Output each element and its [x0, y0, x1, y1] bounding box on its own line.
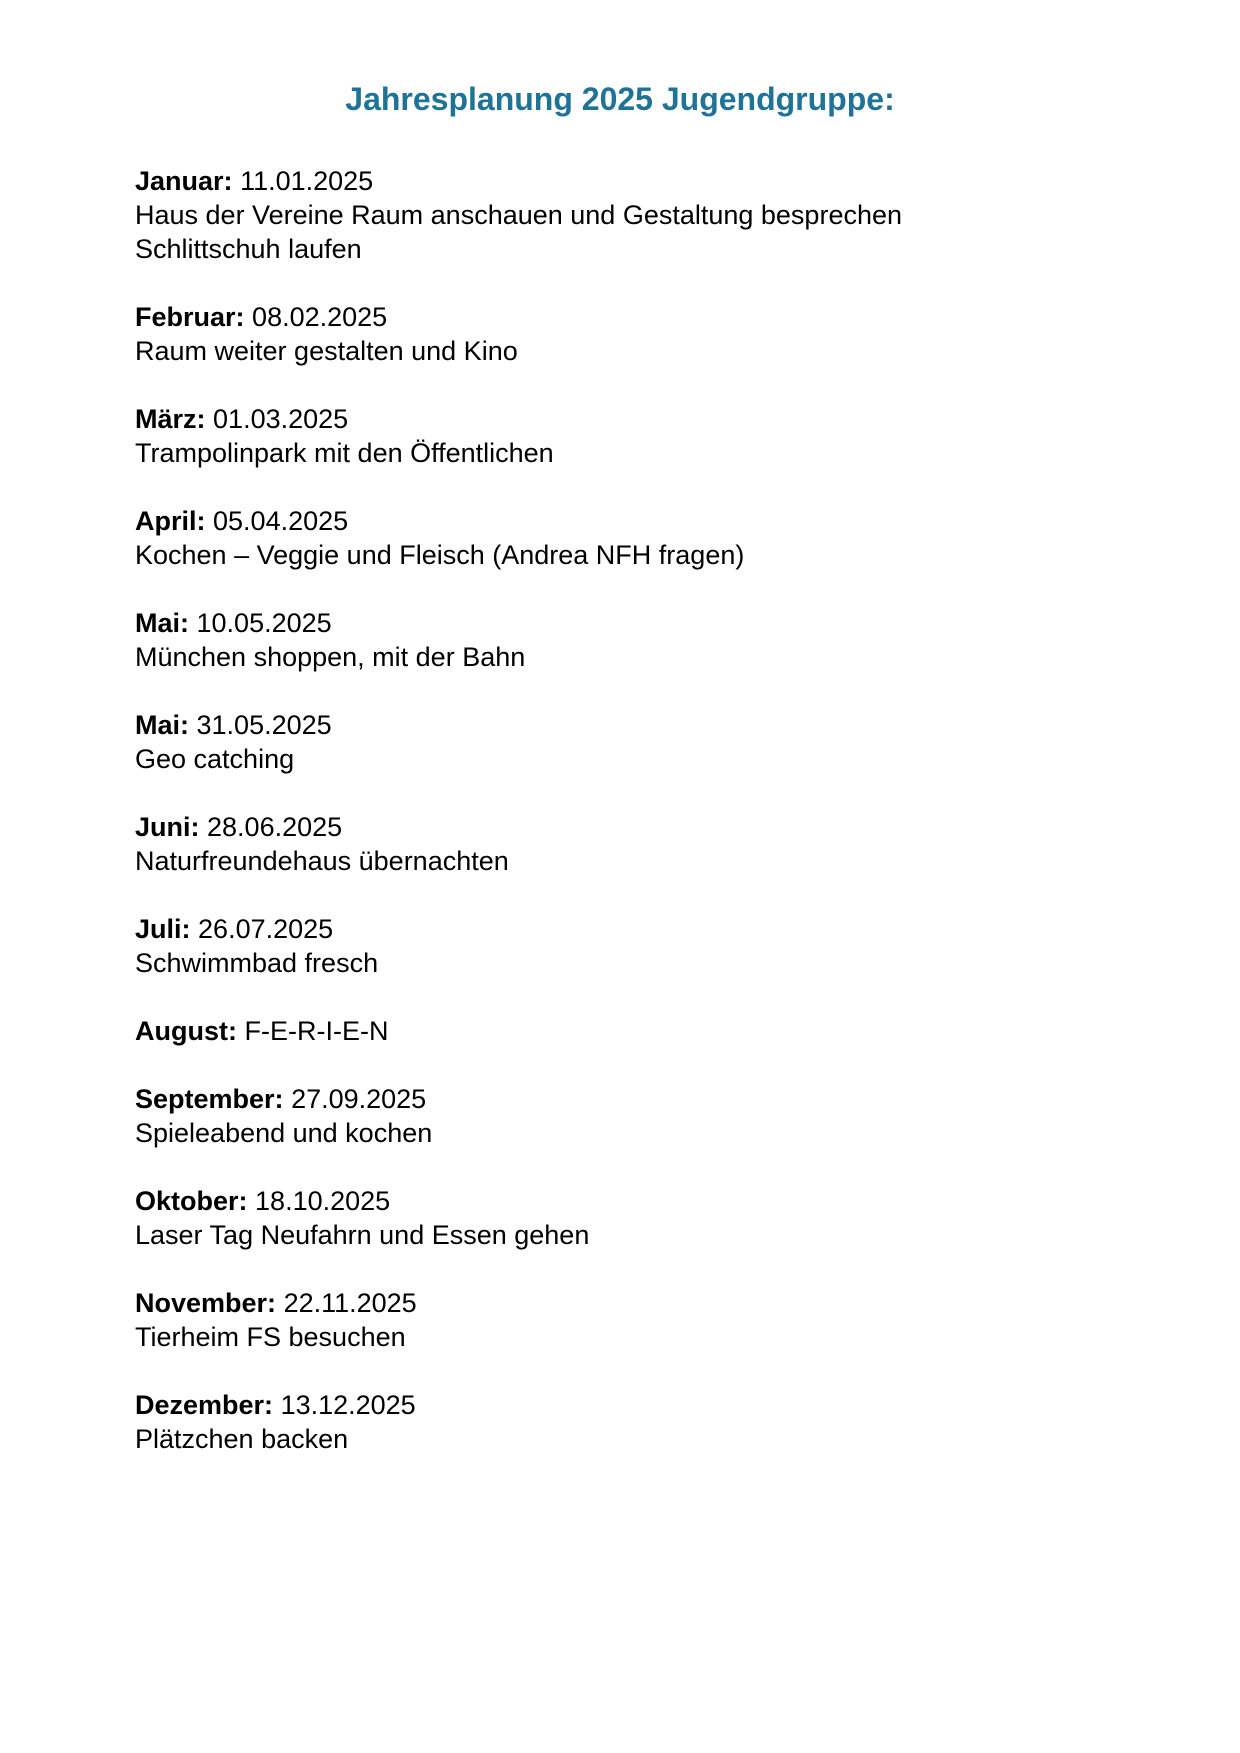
- entry-date: 31.05.2025: [196, 710, 332, 740]
- entry-heading: [135, 1184, 1105, 1218]
- activity-line: Schlittschuh laufen: [135, 234, 362, 264]
- activity-line: Geo catching: [135, 744, 295, 774]
- entry-date: 13.12.2025: [280, 1390, 416, 1420]
- schedule-entry: [135, 708, 1105, 776]
- activity-line: Schwimmbad fresch: [135, 948, 379, 978]
- schedule-entry: [135, 606, 1105, 674]
- schedule-entry: [135, 1082, 1105, 1150]
- entry-heading: [135, 1388, 1105, 1422]
- activity-line: Plätzchen backen: [135, 1424, 349, 1454]
- month-label: März:: [135, 404, 206, 434]
- month-label: September:: [135, 1084, 284, 1114]
- activity-line: Spieleabend und kochen: [135, 1118, 433, 1148]
- entry-date: 11.01.2025: [240, 166, 374, 196]
- month-label: Juli:: [135, 914, 191, 944]
- activity-line: Kochen – Veggie und Fleisch (Andrea NFH fragen): [135, 540, 745, 570]
- entry-date: 26.07.2025: [198, 914, 334, 944]
- month-label: Juni:: [135, 812, 200, 842]
- month-label: Januar:: [135, 166, 233, 196]
- schedule-entry: [135, 1184, 1105, 1252]
- month-label: August:: [135, 1016, 237, 1046]
- entry-heading: [135, 300, 1105, 334]
- schedule-list: [135, 164, 1105, 1456]
- entry-date: 22.11.2025: [283, 1288, 417, 1318]
- entry-heading: [135, 606, 1105, 640]
- entry-heading: [135, 708, 1105, 742]
- entry-date: 18.10.2025: [255, 1186, 391, 1216]
- entry-heading: [135, 402, 1105, 436]
- entry-date: 08.02.2025: [252, 302, 388, 332]
- entry-date: 10.05.2025: [196, 608, 332, 638]
- activity-line: München shoppen, mit der Bahn: [135, 642, 526, 672]
- schedule-entry: [135, 1286, 1105, 1354]
- activity-line: Tierheim FS besuchen: [135, 1322, 406, 1352]
- month-label: Februar:: [135, 302, 245, 332]
- schedule-entry: [135, 300, 1105, 368]
- entry-date: 01.03.2025: [213, 404, 349, 434]
- schedule-entry: [135, 810, 1105, 878]
- month-label: Mai:: [135, 710, 189, 740]
- entry-date: 27.09.2025: [291, 1084, 427, 1114]
- entry-heading: [135, 1082, 1105, 1116]
- entry-date: 05.04.2025: [213, 506, 349, 536]
- entry-heading: [135, 164, 1105, 198]
- schedule-entry: [135, 402, 1105, 470]
- page-title: Jahresplanung 2025 Jugendgruppe:: [345, 81, 895, 117]
- activity-line: Raum weiter gestalten und Kino: [135, 336, 518, 366]
- entry-date: F-E-R-I-E-N: [244, 1016, 389, 1046]
- entry-heading: [135, 912, 1105, 946]
- activity-line: Haus der Vereine Raum anschauen und Gestaltung besprechen: [135, 200, 903, 230]
- entry-heading: [135, 1014, 1105, 1048]
- month-label: April:: [135, 506, 206, 536]
- entry-heading: [135, 1286, 1105, 1320]
- activity-line: Laser Tag Neufahrn und Essen gehen: [135, 1220, 590, 1250]
- schedule-entry: [135, 1388, 1105, 1456]
- activity-line: Trampolinpark mit den Öffentlichen: [135, 438, 554, 468]
- entry-heading: [135, 504, 1105, 538]
- month-label: Mai:: [135, 608, 189, 638]
- entry-heading: [135, 810, 1105, 844]
- month-label: Oktober:: [135, 1186, 248, 1216]
- schedule-entry: [135, 912, 1105, 980]
- month-label: November:: [135, 1288, 277, 1318]
- entry-date: 28.06.2025: [207, 812, 343, 842]
- month-label: Dezember:: [135, 1390, 274, 1420]
- schedule-entry: [135, 1014, 1105, 1048]
- schedule-entry: [135, 504, 1105, 572]
- activity-line: Naturfreundehaus übernachten: [135, 846, 509, 876]
- schedule-entry: [135, 164, 1105, 266]
